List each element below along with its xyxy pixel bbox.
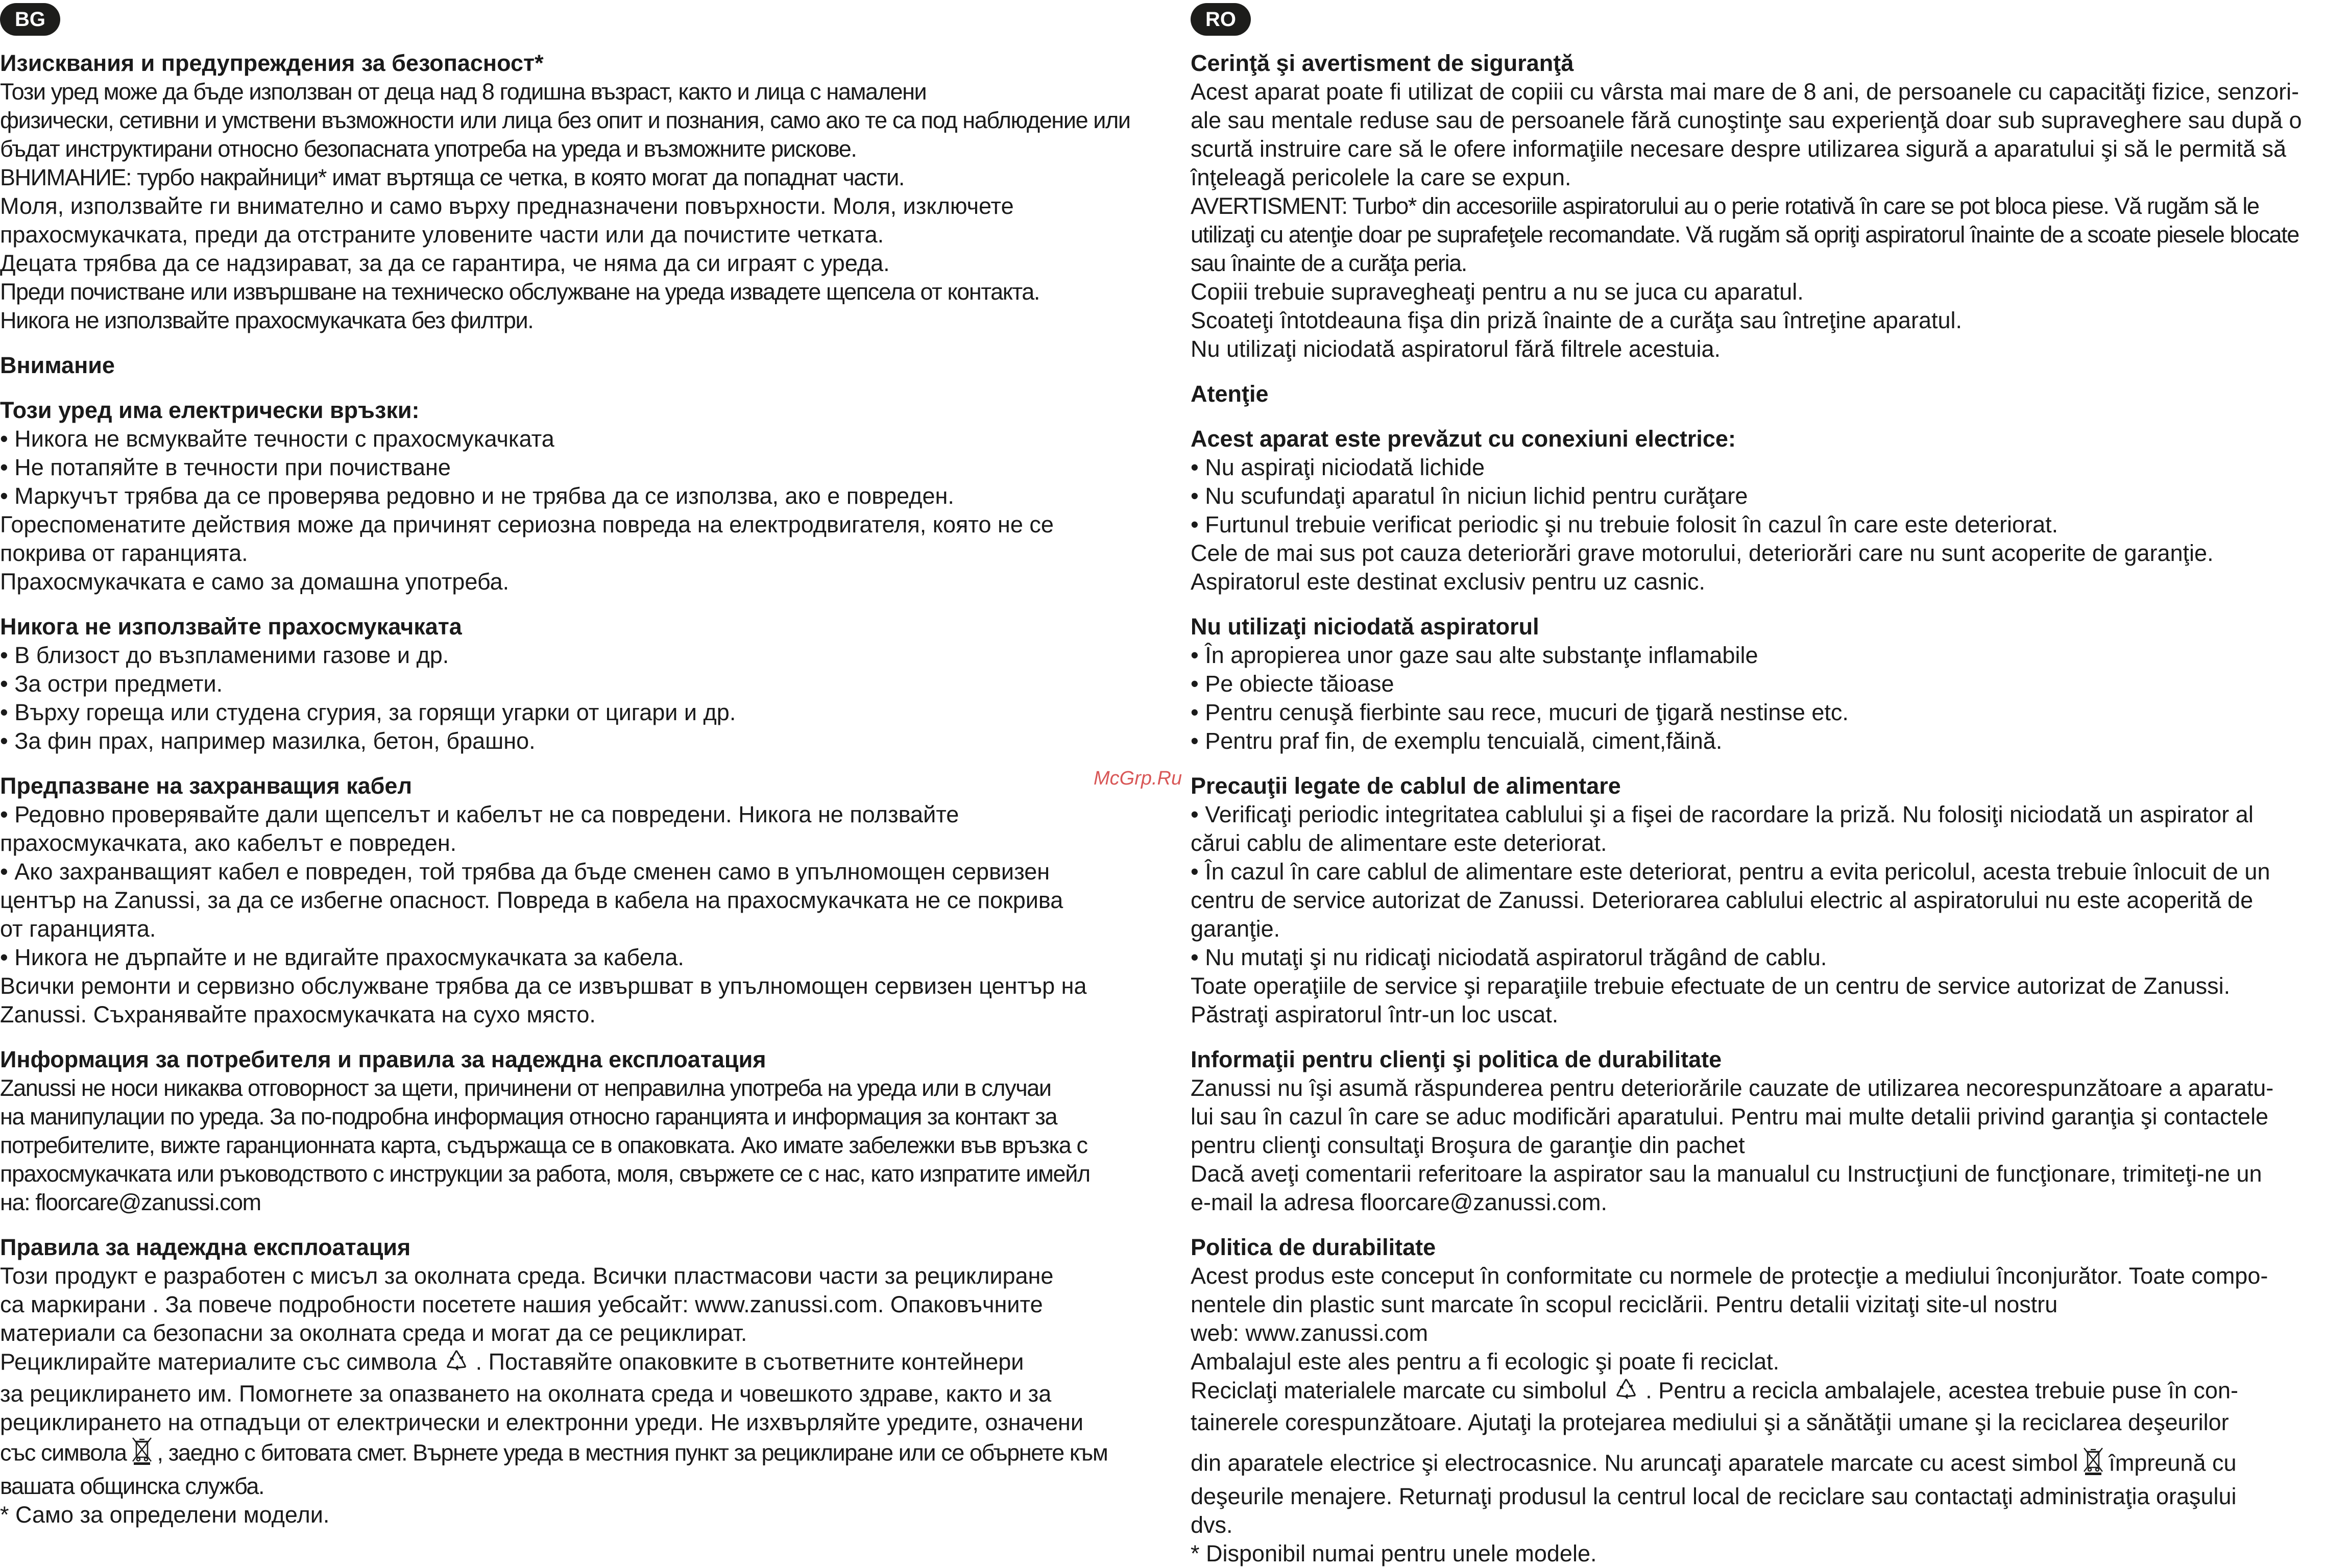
bg-info-section bbox=[0, 1045, 1169, 1217]
ro-policy-recycle-line bbox=[1191, 1376, 2349, 1408]
bg-cable-line: Всички ремонти и сервизно обслужване трябва да се извършват в упълномощен сервизен център на bbox=[0, 973, 1087, 999]
ro-safety-line: AVERTISMENT: Turbo* din accesoriile aspiratorului au o perie rotativă în care se pot bloca piese. Vă rugăm să le bbox=[1191, 193, 2259, 219]
bg-electric-line: • Никога не всмуквайте течности с прахосмукачката bbox=[0, 426, 554, 452]
ro-policy-line: deşeurile menajere. Returnaţi produsul la centrul local de reciclare sau contactaţi administraţia oraşului bbox=[1191, 1483, 2237, 1509]
bg-recycle-text-after: . Поставяйте опаковките в съответните контейнери bbox=[475, 1349, 1024, 1375]
bg-never-title: Никога не използвайте прахосмукачката bbox=[0, 614, 462, 640]
bg-rules-line: вашата общинска служба. bbox=[0, 1473, 264, 1499]
bg-electric-title: Този уред има електрически връзки: bbox=[0, 397, 420, 423]
bg-weee-text-after: , заедно с битовата смет. Върнете уреда в местния пункт за рециклиране или се обърнете към bbox=[157, 1439, 1108, 1466]
bg-cable-title: Предпазване на захранващия кабел bbox=[0, 773, 413, 799]
bg-safety-line: Моля, използвайте ги внимателно и само върху предназначени повърхности. Моля, изключете bbox=[0, 193, 1014, 219]
ro-safety-line: ale sau mentale reduse sau de persoanele fără cunoştinţe sau experienţă doar sub supraveghere sau după o bbox=[1191, 107, 2302, 133]
ro-safety-line: scurtă instruire care să le ofere informaţiile necesare despre utilizarea sigură a aparatului şi să le permită să bbox=[1191, 136, 2287, 162]
ro-cable-line: cărui cablu de alimentare este deteriorat. bbox=[1191, 830, 1607, 856]
bg-info-title: Информация за потребителя и правила за надеждна експлоатация bbox=[0, 1046, 766, 1072]
ro-language-badge: RO bbox=[1191, 3, 1251, 36]
ro-never-title: Nu utilizaţi niciodată aspiratorul bbox=[1191, 614, 1539, 640]
bg-safety-title: Изисквания и предупреждения за безопасност* bbox=[0, 50, 544, 76]
bg-recycle-text-before: Рециклирайте материалите със символа bbox=[0, 1349, 437, 1375]
bg-info-line: на: floorcare@zanussi.com bbox=[0, 1189, 261, 1215]
watermark: McGrp.Ru bbox=[1094, 768, 1182, 789]
bg-info-line: Zanussi не носи никаква отговорност за щети, причинени от неправилна употреба на уреда или в случаи bbox=[0, 1075, 1051, 1101]
bg-never-section bbox=[0, 612, 1169, 755]
bg-rules-line: са маркирани . За повече подробности посетете нашия уебсайт: www.zanussi.com. Опаковъчните bbox=[0, 1291, 1043, 1317]
ro-cable-line: Păstraţi aspiratorul într-un loc uscat. bbox=[1191, 1001, 1559, 1027]
ro-weee-text-after: împreună cu bbox=[2109, 1450, 2237, 1476]
bg-safety-line: Никога не използвайте прахосмукачката без филтри. bbox=[0, 307, 534, 333]
bg-electric-line: покрива от гаранцията. bbox=[0, 540, 248, 566]
ro-safety-line: sau înainte de a curăţa peria. bbox=[1191, 250, 1467, 276]
bg-language-badge: BG bbox=[0, 3, 60, 36]
ro-cable-line: centru de service autorizat de Zanussi. Deteriorarea cablului electric al aspiratorului nu este acoperită de bbox=[1191, 887, 2254, 913]
bg-safety-line: Този уред може да бъде използван от деца над 8 годишна възраст, както и лица с намалени bbox=[0, 79, 927, 105]
bg-rules-section bbox=[0, 1233, 1169, 1529]
ro-footnote: * Disponibil numai pentru unele modele. bbox=[1191, 1540, 1597, 1566]
bg-rules-recycle-line bbox=[0, 1348, 1169, 1380]
bg-cable-line: Zanussi. Съхранявайте прахосмукачката на сухо място. bbox=[0, 1001, 596, 1027]
ro-recycle-text-after: . Pentru a recicla ambalajele, acestea trebuie puse în con- bbox=[1645, 1377, 2238, 1404]
ro-attention-title: Atenţie bbox=[1191, 381, 1269, 407]
bg-cable-section bbox=[0, 772, 1169, 1029]
bg-safety-line: ВНИМАНИЕ: турбо накрайници* имат въртяща се четка, в която могат да попаднат части. bbox=[0, 164, 905, 190]
bg-rules-line: Този продукт е разработен с мисъл за околната среда. Всички пластмасови части за рециклиране bbox=[0, 1263, 1054, 1289]
ro-info-section bbox=[1191, 1045, 2349, 1217]
ro-policy-line: nentele din plastic sunt marcate în scopul reciclării. Pentru detalii vizitaţi site-ul nostru bbox=[1191, 1291, 2058, 1317]
ro-cable-section bbox=[1191, 772, 2349, 1029]
bg-safety-line: Преди почистване или извършване на техническо обслужване на уреда извадете щепсела от контакта. bbox=[0, 279, 1039, 305]
ro-electric-section bbox=[1191, 425, 2349, 596]
bg-info-line: на манипулации по уреда. За по-подробна информация относно гаранцията и информация за контакт за bbox=[0, 1104, 1057, 1130]
bg-info-line: прахосмукачката или ръководството с инструкции за работа, моля, свържете се с нас, като изпратите имейл bbox=[0, 1161, 1090, 1187]
ro-column bbox=[1191, 0, 2349, 1566]
bg-electric-line: Прахосмукачката е само за домашна употреба. bbox=[0, 569, 510, 595]
bg-footnote: * Само за определени модели. bbox=[0, 1502, 330, 1528]
ro-cable-line: garanţie. bbox=[1191, 916, 1280, 942]
bg-column bbox=[0, 0, 1169, 1561]
ro-safety-line: Copiii trebuie supravegheaţi pentru a nu se juca cu aparatul. bbox=[1191, 279, 1804, 305]
bg-never-line: • В близост до възпламеними газове и др. bbox=[0, 642, 449, 668]
ro-safety-line: Nu utilizaţi niciodată aspiratorul fără filtrele acestuia. bbox=[1191, 336, 1721, 362]
ro-electric-line: Cele de mai sus pot cauza deteriorări grave motorului, deteriorări care nu sunt acoperite de garanţie. bbox=[1191, 540, 2214, 566]
bg-safety-section bbox=[0, 49, 1169, 335]
ro-info-line: Zanussi nu îşi asumă răspunderea pentru deteriorările cauzate de utilizarea necorespunzătoare a aparatu- bbox=[1191, 1075, 2274, 1101]
bg-rules-title: Правила за надеждна експлоатация bbox=[0, 1234, 411, 1260]
bg-safety-line: Децата трябва да се надзирават, за да се гарантира, че няма да си играят с уреда. bbox=[0, 250, 890, 276]
recycle-icon bbox=[1611, 1376, 1641, 1408]
ro-never-line: • În apropierea unor gaze sau alte substanţe inflamabile bbox=[1191, 642, 1758, 668]
ro-policy-line: tainerele corespunzătoare. Ajutaţi la protejarea mediului şi a sănătăţii umane şi la reciclarea deşeurilor bbox=[1191, 1409, 2229, 1435]
ro-weee-text-before: din aparatele electrice şi electrocasnice. Nu aruncaţi aparatele marcate cu acest simbol bbox=[1191, 1450, 2078, 1476]
ro-info-title: Informaţii pentru clienţi şi politica de durabilitate bbox=[1191, 1046, 1722, 1072]
ro-policy-weee-line bbox=[1191, 1447, 2349, 1482]
bg-never-line: • За фин прах, например мазилка, бетон, брашно. bbox=[0, 728, 536, 754]
ro-cable-line: • În cazul în care cablul de alimentare este deteriorat, pentru a evita pericolul, acesta trebuie înlocuit de un bbox=[1191, 859, 2270, 885]
ro-info-line: lui sau în cazul în care se aduc modificări aparatului. Pentru mai multe detalii privind garanţia şi contactele bbox=[1191, 1104, 2269, 1130]
ro-policy-line: Acest produs este conceput în conformitate cu normele de protecţie a mediului înconjurător. Toate compo- bbox=[1191, 1263, 2268, 1289]
bg-safety-line: бъдат инструктирани относно безопасната употреба на уреда и възможните рискове. bbox=[0, 136, 857, 162]
bg-cable-line: • Ако захранващият кабел е повреден, той трябва да бъде сменен само в упълномощен сервизен bbox=[0, 859, 1050, 885]
bg-rules-line: рециклирането на отпадъци от електрически и електронни уреди. Не изхвърляйте уредите, означени bbox=[0, 1409, 1084, 1435]
bg-electric-section bbox=[0, 396, 1169, 596]
bg-rules-weee-line bbox=[0, 1437, 1169, 1472]
ro-cable-line: • Verificaţi periodic integritatea cablului şi a fişei de racordare la priză. Nu folosiţi niciodată un aspirator al bbox=[1191, 801, 2254, 827]
bg-rules-line: материали са безопасни за околната среда и могат да се рециклират. bbox=[0, 1320, 747, 1346]
bg-cable-line: център на Zanussi, за да се избегне опасност. Повреда в кабела на прахосмукачката не се покрива bbox=[0, 887, 1063, 913]
bg-electric-line: Гореспоменатите действия може да причинят сериозна повреда на електродвигателя, която не се bbox=[0, 511, 1054, 537]
bg-electric-line: • Не потапяйте в течности при почистване bbox=[0, 454, 451, 480]
ro-never-line: • Pentru cenuşă fierbinte sau rece, mucuri de ţigară nestinse etc. bbox=[1191, 699, 1849, 725]
bg-cable-line: • Никога не дърпайте и не вдигайте прахосмукачката за кабела. bbox=[0, 944, 684, 970]
ro-info-line: e-mail la adresa floorcare@zanussi.com. bbox=[1191, 1189, 1607, 1215]
ro-never-section bbox=[1191, 612, 2349, 755]
bg-electric-line: • Маркучът трябва да се проверява редовно и не трябва да се използва, ако е повреден. bbox=[0, 483, 954, 509]
bg-weee-text-before: със символа bbox=[0, 1439, 127, 1466]
ro-recycle-text-before: Reciclaţi materialele marcate cu simbolul bbox=[1191, 1377, 1607, 1404]
ro-safety-section bbox=[1191, 49, 2349, 363]
bg-rules-line: за рециклирането им. Помогнете за опазването на околната среда и човешкото здраве, както и за bbox=[0, 1381, 1052, 1407]
ro-electric-line: Aspiratorul este destinat exclusiv pentru uz casnic. bbox=[1191, 569, 1705, 595]
ro-electric-line: • Nu aspiraţi niciodată lichide bbox=[1191, 454, 1485, 480]
ro-policy-section bbox=[1191, 1233, 2349, 1568]
recycle-icon bbox=[441, 1348, 472, 1380]
bg-cable-line: прахосмукачката, ако кабелът е повреден. bbox=[0, 830, 457, 856]
ro-info-line: pentru clienţi consultaţi Broşura de garanţie din pachet bbox=[1191, 1132, 1745, 1158]
ro-safety-line: Scoateţi întotdeauna fişa din priză înainte de a curăţa sau întreţine aparatul. bbox=[1191, 307, 1962, 333]
ro-cable-line: • Nu mutaţi şi nu ridicaţi niciodată aspiratorul trăgând de cablu. bbox=[1191, 944, 1827, 970]
ro-safety-line: utilizaţi cu atenţie doar pe suprafeţele recomandate. Vă rugăm să opriţi aspiratorul înainte de a scoate piesele blocate bbox=[1191, 222, 2299, 248]
bg-info-line: потребителите, вижте гаранционната карта, съдържаща се в опаковката. Ако имате забележки във връзка с bbox=[0, 1132, 1087, 1158]
bg-safety-line: физически, сетивни и умствени възможности или лица без опит и познания, само ако те са под наблюдение или bbox=[0, 107, 1130, 133]
ro-safety-line: Acest aparat poate fi utilizat de copiii cu vârsta mai mare de 8 ani, de persoanele cu capacităţi fizice, senzori- bbox=[1191, 79, 2299, 105]
bg-cable-line: • Редовно проверявайте дали щепселът и кабелът не са повредени. Никога не ползвайте bbox=[0, 801, 959, 827]
ro-cable-title: Precauţii legate de cablul de alimentare bbox=[1191, 773, 1621, 799]
crossed-bin-icon bbox=[2082, 1447, 2104, 1482]
bg-never-line: • Върху гореща или студена сгурия, за горящи угарки от цигари и др. bbox=[0, 699, 736, 725]
bg-never-line: • За остри предмети. bbox=[0, 671, 223, 697]
ro-never-line: • Pe obiecte tăioase bbox=[1191, 671, 1394, 697]
ro-never-line: • Pentru praf fin, de exemplu tencuială, ciment,făină. bbox=[1191, 728, 1723, 754]
ro-safety-title: Cerinţă şi avertisment de siguranţă bbox=[1191, 50, 1574, 76]
bg-safety-line: прахосмукачката, преди да отстраните уловените части или да почистите четката. bbox=[0, 222, 884, 248]
ro-policy-title: Politica de durabilitate bbox=[1191, 1234, 1436, 1260]
ro-cable-line: Toate operaţiile de service şi reparaţiile trebuie efectuate de un centru de service autorizat de Zanussi. bbox=[1191, 973, 2231, 999]
ro-info-line: Dacă aveţi comentarii referitoare la aspirator sau la manualul cu Instrucţiuni de funcţionare, trimiteţi-ne un bbox=[1191, 1161, 2262, 1187]
ro-safety-line: înţeleagă pericolele la care se expun. bbox=[1191, 164, 1571, 190]
bg-cable-line: от гаранцията. bbox=[0, 916, 156, 942]
bg-attention-title: Внимание bbox=[0, 352, 115, 378]
ro-electric-line: • Nu scufundaţi aparatul în niciun lichid pentru curăţare bbox=[1191, 483, 1748, 509]
ro-policy-line: Ambalajul este ales pentru a fi ecologic şi poate fi reciclat. bbox=[1191, 1349, 1780, 1375]
ro-policy-line: web: www.zanussi.com bbox=[1191, 1320, 1428, 1346]
ro-electric-title: Acest aparat este prevăzut cu conexiuni electrice: bbox=[1191, 426, 1736, 452]
ro-policy-line: dvs. bbox=[1191, 1512, 1233, 1538]
crossed-bin-icon bbox=[131, 1437, 153, 1472]
ro-electric-line: • Furtunul trebuie verificat periodic şi nu trebuie folosit în cazul în care este deteriorat. bbox=[1191, 511, 2059, 537]
